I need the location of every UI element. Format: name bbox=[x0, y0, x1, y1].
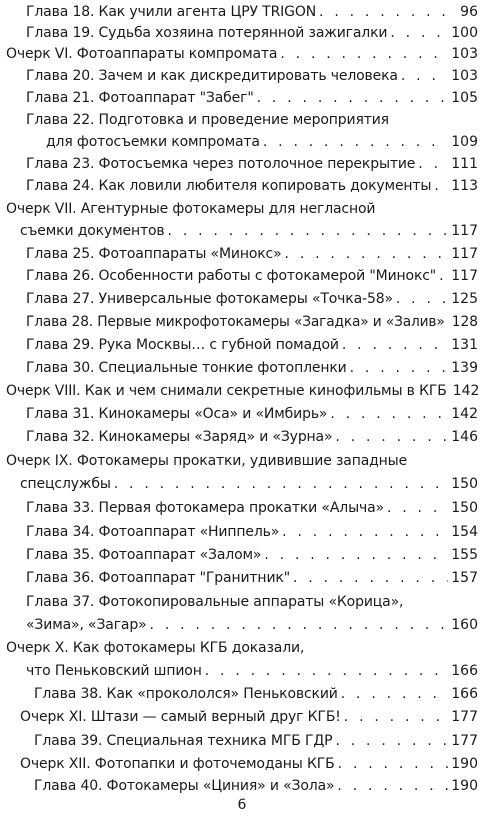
toc-entry-page: 166 bbox=[451, 663, 478, 679]
toc-entry bbox=[26, 174, 478, 198]
toc-entry-continuation bbox=[46, 130, 478, 154]
toc-section bbox=[20, 752, 478, 776]
toc-entry bbox=[26, 287, 478, 311]
toc-entry-page: 155 bbox=[451, 547, 478, 563]
toc-entry bbox=[26, 402, 478, 426]
toc-entry-page: 190 bbox=[451, 778, 478, 794]
leader-dots bbox=[350, 356, 449, 380]
toc-entry bbox=[26, 333, 478, 357]
toc-entry-page: 177 bbox=[451, 733, 478, 749]
toc-entry-page: 117 bbox=[451, 246, 478, 262]
toc-entry-continuation bbox=[26, 613, 478, 637]
toc-entry-page: 131 bbox=[451, 337, 478, 353]
leader-dots bbox=[344, 705, 449, 729]
toc-entry-title: Глава 23. Фотосъемка через потолочное перекрытие bbox=[26, 156, 416, 172]
toc-entry-page: 154 bbox=[451, 524, 478, 540]
toc-entry-title: Глава 22. Подготовка и проведение мероприятия bbox=[26, 112, 389, 128]
toc-entry bbox=[26, 425, 478, 449]
toc-section-continuation bbox=[20, 472, 478, 496]
toc-entry-page: 113 bbox=[451, 178, 478, 194]
toc-entry bbox=[34, 682, 478, 706]
toc-entry-title: Глава 35. Фотоаппарат «Залом» bbox=[26, 547, 262, 563]
toc-entry-title: Глава 29. Рука Москвы… с губной помадой bbox=[26, 337, 339, 353]
toc-entry-title: Глава 32. Кинокамеры «Заряд» и «Зурна» bbox=[26, 429, 333, 445]
toc-entry-title: Глава 34. Фотоаппарат «Ниппель» bbox=[26, 524, 280, 540]
toc-entry-title: Глава 39. Специальная техника МГБ ГДР bbox=[34, 733, 333, 749]
leader-dots bbox=[396, 287, 448, 311]
toc-entry-page: 117 bbox=[451, 223, 478, 239]
toc-entry-page: 100 bbox=[451, 25, 478, 41]
toc-entry bbox=[26, 86, 478, 110]
leader-dots bbox=[114, 472, 449, 496]
toc-entry-title: спецслужбы bbox=[20, 476, 111, 492]
toc-entry-page: 150 bbox=[451, 500, 478, 516]
toc-section bbox=[20, 705, 478, 729]
leader-dots bbox=[439, 264, 448, 288]
leader-dots bbox=[257, 86, 449, 110]
toc-entry bbox=[26, 108, 478, 132]
leader-dots bbox=[338, 752, 449, 776]
toc-entry-page: 117 bbox=[451, 268, 478, 284]
toc-entry-title: Глава 19. Судьба хозяина потерянной зажигалки bbox=[26, 25, 388, 41]
leader-dots bbox=[168, 219, 449, 243]
toc-entry-title: Глава 37. Фотокопировальные аппараты «Корица», bbox=[26, 594, 404, 610]
toc-section bbox=[6, 42, 478, 66]
toc-entry-page: 96 bbox=[460, 4, 478, 20]
toc-section-continuation bbox=[20, 219, 478, 243]
toc-entry-title: Глава 36. Фотоаппарат "Гранитник" bbox=[26, 570, 290, 586]
toc-entry bbox=[26, 152, 478, 176]
toc-entry-title: Глава 30. Специальные тонкие фотопленки bbox=[26, 360, 347, 376]
toc-entry-title: Глава 33. Первая фотокамера прокатки «Алыча» bbox=[26, 500, 384, 516]
leader-dots bbox=[150, 613, 449, 637]
leader-dots bbox=[280, 42, 448, 66]
toc-entry-title: Глава 26. Особенности работы с фотокамерой "Минокс" bbox=[26, 268, 437, 284]
leader-dots bbox=[342, 333, 448, 357]
page-number: 6 bbox=[237, 797, 247, 813]
toc-section bbox=[6, 636, 478, 660]
toc-entry-title: что Пеньковский шпион bbox=[26, 663, 202, 679]
leader-dots bbox=[335, 729, 448, 753]
toc-entry-page: 160 bbox=[451, 617, 478, 633]
toc-entry-page: 150 bbox=[451, 476, 478, 492]
toc-entry-title: Глава 28. Первые микрофотокамеры «Загадка» и «Залив» bbox=[26, 314, 445, 330]
toc-entry bbox=[34, 774, 478, 798]
toc-entry-title: Очерк VIII. Как и чем снимали секретные кинофильмы в КГБ bbox=[6, 383, 447, 399]
toc-entry-title: Глава 40. Фотокамеры «Циния» и «Зола» bbox=[34, 778, 335, 794]
toc-entry bbox=[26, 310, 478, 334]
toc-entry-page: 111 bbox=[451, 156, 478, 172]
toc-entry-page: 103 bbox=[451, 46, 478, 62]
toc-entry-title: Очерк IX. Фотокамеры прокатки, удивившие западные bbox=[6, 453, 408, 469]
toc-entry-title: Глава 27. Универсальные фотокамеры «Точка-58» bbox=[26, 291, 393, 307]
toc-entry bbox=[26, 520, 478, 544]
leader-dots bbox=[434, 174, 448, 198]
toc-section bbox=[6, 197, 478, 221]
leader-dots bbox=[341, 682, 449, 706]
toc-entry-page: 105 bbox=[451, 90, 478, 106]
toc-entry bbox=[26, 64, 478, 88]
toc-entry bbox=[26, 590, 478, 614]
toc-entry bbox=[26, 496, 478, 520]
leader-dots bbox=[263, 130, 448, 154]
toc-entry-title: Очерк VI. Фотоаппараты компромата bbox=[6, 46, 278, 62]
toc-entry-title: для фотосъемки компромата bbox=[46, 134, 260, 150]
toc-entry-page: 190 bbox=[451, 756, 478, 772]
toc-section bbox=[6, 449, 478, 473]
leader-dots bbox=[264, 543, 448, 567]
toc-entry bbox=[26, 242, 478, 266]
toc-entry-page: 109 bbox=[451, 134, 478, 150]
toc-entry-page: 142 bbox=[451, 406, 478, 422]
toc-entry-page: 166 bbox=[451, 686, 478, 702]
leader-dots bbox=[448, 310, 449, 334]
toc-entry bbox=[26, 566, 478, 590]
toc-entry-page: 142 bbox=[452, 383, 480, 399]
leader-dots bbox=[335, 425, 448, 449]
toc-entry-title: Глава 18. Как учили агента ЦРУ TRIGON bbox=[26, 4, 317, 20]
toc-entry-title: Очерк XII. Фотопапки и фоточемоданы КГБ bbox=[20, 756, 335, 772]
toc-entry-page: 177 bbox=[451, 709, 478, 725]
leader-dots bbox=[285, 242, 449, 266]
toc-section bbox=[6, 379, 478, 403]
toc-entry-title: съемки документов bbox=[20, 223, 165, 239]
leader-dots bbox=[418, 152, 448, 176]
leader-dots bbox=[387, 496, 448, 520]
toc-entry-title: Глава 21. Фотоаппарат "Забег" bbox=[26, 90, 254, 106]
toc-entry-title: Очерк XI. Штази — самый верный друг КГБ! bbox=[20, 709, 341, 725]
toc-entry bbox=[34, 729, 478, 753]
toc-entry-title: Глава 25. Фотоаппараты «Минокс» bbox=[26, 246, 282, 262]
toc-entry-title: Очерк X. Как фотокамеры КГБ доказали, bbox=[6, 640, 305, 656]
toc-entry-page: 139 bbox=[451, 360, 478, 376]
toc-entry-page: 146 bbox=[451, 429, 478, 445]
toc-entry-title: Очерк VII. Агентурные фотокамеры для негласной bbox=[6, 201, 376, 217]
leader-dots bbox=[330, 402, 448, 426]
toc-entry bbox=[26, 543, 478, 567]
toc-entry-page: 157 bbox=[451, 570, 478, 586]
toc-entry bbox=[26, 356, 478, 380]
leader-dots bbox=[293, 566, 448, 590]
toc-section-continuation bbox=[26, 659, 478, 683]
toc-entry-page: 125 bbox=[451, 291, 478, 307]
toc-entry-title: «Зима», «Загар» bbox=[26, 617, 147, 633]
leader-dots bbox=[401, 64, 448, 88]
toc-entry-title: Глава 24. Как ловили любителя копировать документы bbox=[26, 178, 432, 194]
leader-dots bbox=[282, 520, 448, 544]
toc-entry-page: 128 bbox=[451, 314, 478, 330]
toc-entry-page: 103 bbox=[451, 68, 478, 84]
leader-dots bbox=[337, 774, 448, 798]
toc-entry-title: Глава 38. Как «прокололся» Пеньковский bbox=[34, 686, 338, 702]
toc-entry-title: Глава 31. Кинокамеры «Оса» и «Имбирь» bbox=[26, 406, 328, 422]
toc-entry-title: Глава 20. Зачем и как дискредитировать человека bbox=[26, 68, 398, 84]
leader-dots bbox=[205, 659, 449, 683]
toc-entry bbox=[26, 264, 478, 288]
